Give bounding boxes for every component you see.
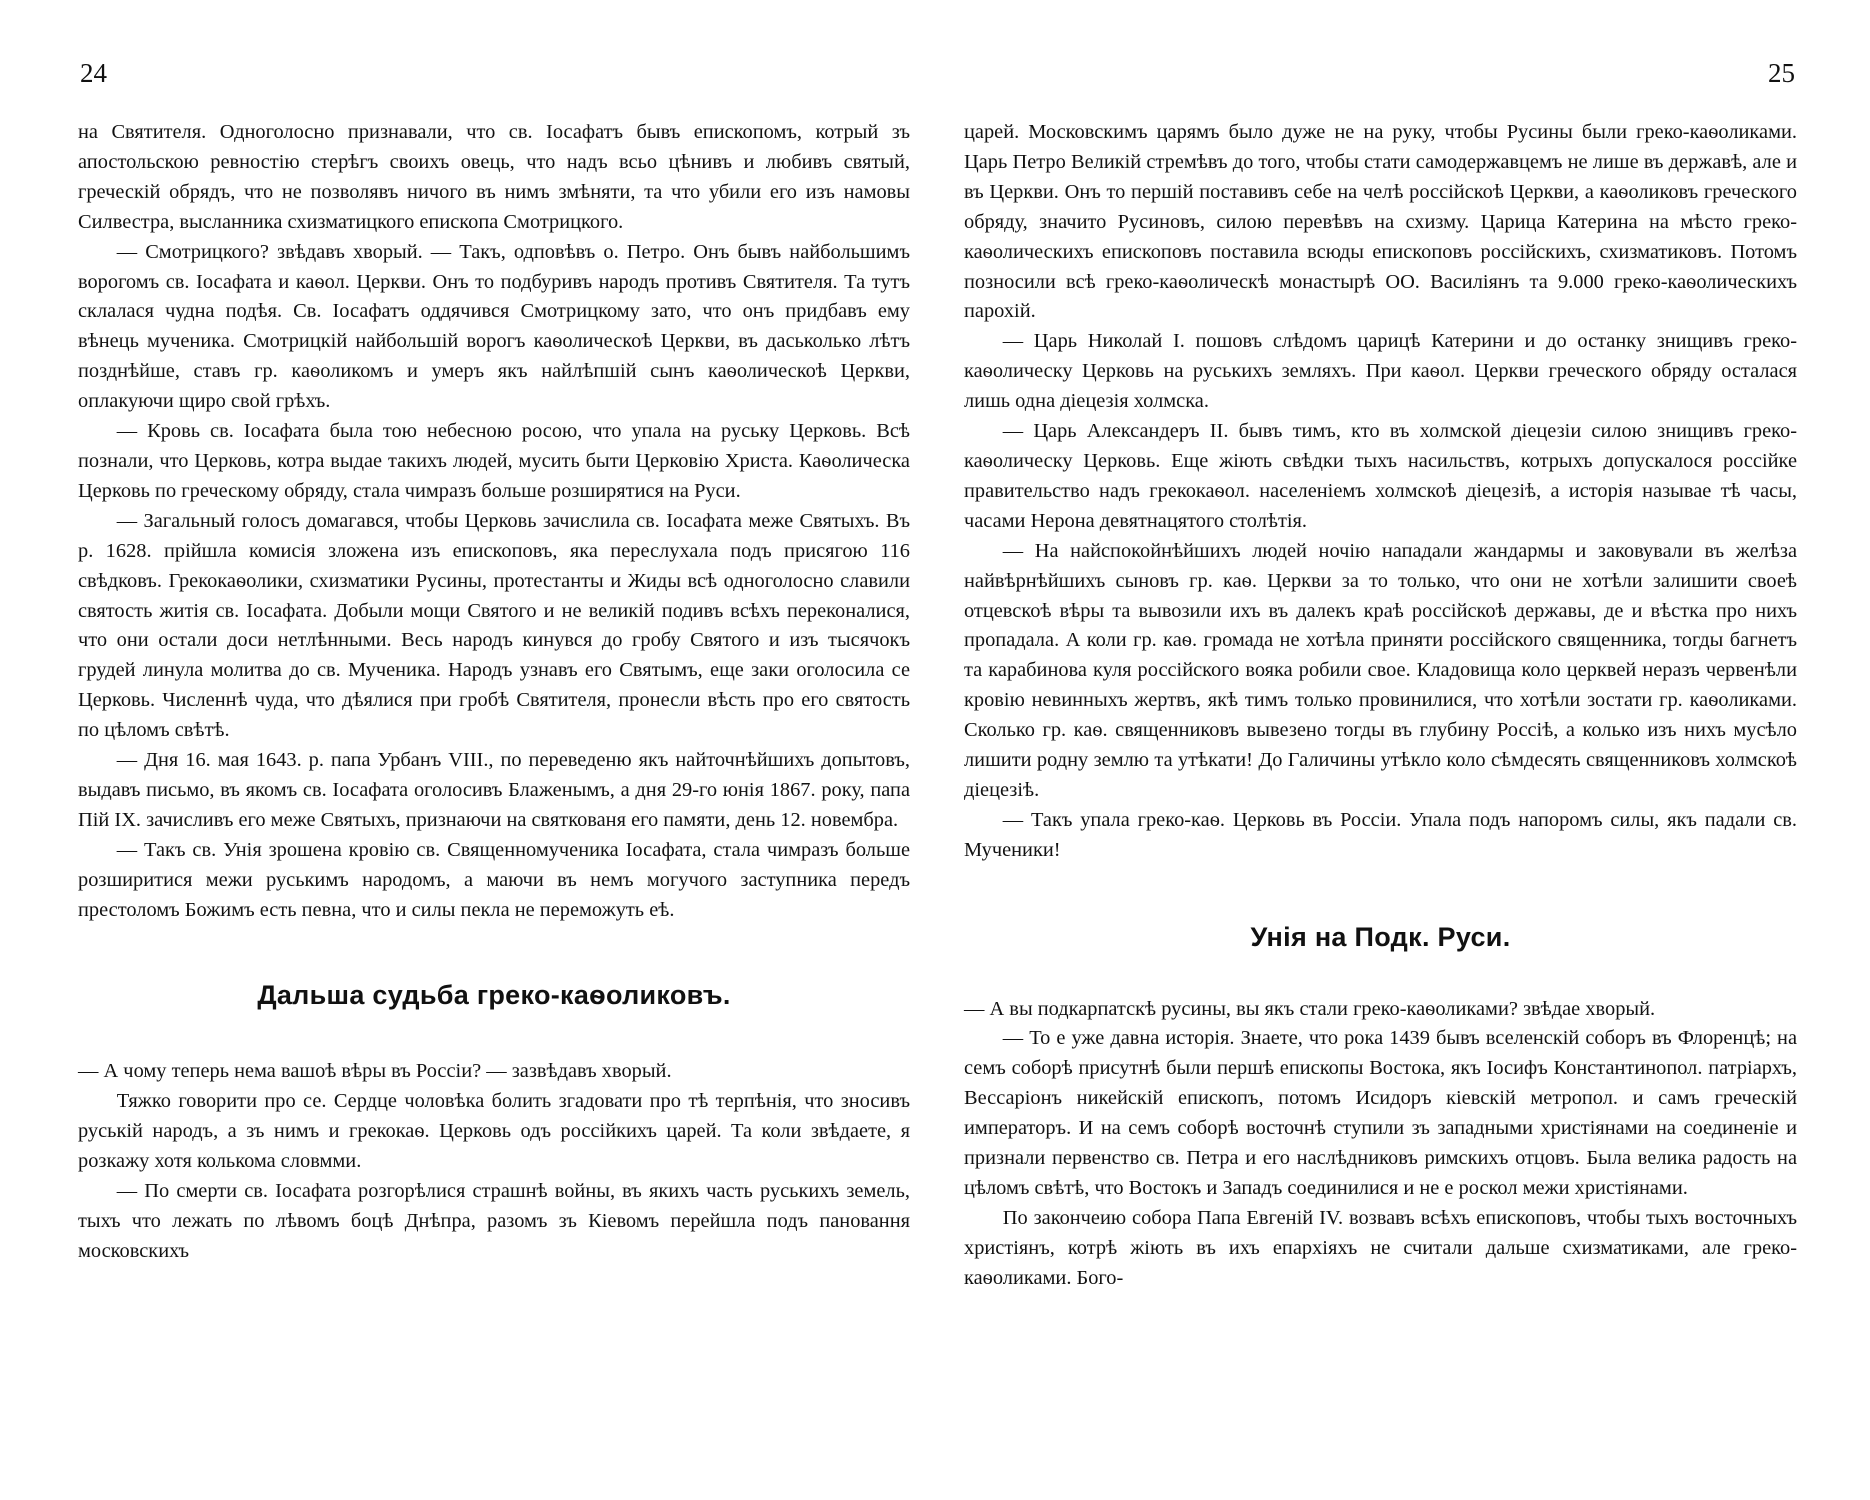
paragraph: — Дня 16. мая 1643. р. папа Урбанъ VIII., по переведеню якъ найточнѣйшихъ допытовъ, выдавъ письмо, въ якомъ св. Іосафата оголосивъ Блаженымъ, а дня 29-го юнія 1867. року, папа Пій IX. зачисливъ его меже Святыхъ, признаючи на святкованя его памяти, день 12. новембра. (78, 749, 910, 831)
paragraph: — Царь Александеръ II. бывъ тимъ, кто въ холмской діецезіи силою знищивъ греко-каѳолическу Церковь. Еще жіють свѣдки тыхъ насильствъ, котрыхъ допускалося россійке правительство надъ грекокаѳол. населеніемъ холмскоѣ діецезіѣ, а исторія называе тѣ часы, часами Нерона девятнацятого столѣтія. (964, 420, 1797, 532)
paragraph: Тяжко говорити про се. Сердце чоловѣка болить згадовати про тѣ терпѣнія, что зносивъ руській народъ, а зъ нимъ и грекокаѳ. Церковь одъ россійкихъ царей. Та коли звѣдаете, я розкажу хотя колькома словмми. (78, 1090, 910, 1173)
paragraph: — То е уже давна исторія. Знаете, что рока 1439 бывъ вселенскій соборъ въ Флоренцѣ; на семъ соборѣ присутнѣ были першѣ епископы Востока, якъ Іосифъ Константинопол. патріархъ, Вессаріонъ никейскій епископъ, потомъ Исидоръ кіевскій метропол. и самъ греческій императоръ. И на семъ соборѣ восточнѣ ступили зъ западными христіянами на соединеніе и признали первенство св. Петра и его наслѣдниковъ римскихъ отцовъ. Была велика радость на цѣломъ свѣтѣ, что Востокъ и Западъ соединилися и не е роскол межи христіянами. (964, 1027, 1797, 1199)
paragraph: на Святителя. Одноголосно признавали, что св. Іосафатъ бывъ епископомъ, котрый зъ апостольскою ревностію стерѣгъ своихъ овець, что надъ всьо цѣнивъ и любивъ святый, греческій обрядъ, что не позволявъ ничого въ нимъ змѣняти, та что убили его изъ намовы Силвестра, высланника схизматицкого епископа Смотрицкого. (78, 121, 910, 233)
paragraph: — На найспокойнѣйшихъ людей ночію нападали жандармы и заковували въ желѣза найвѣрнѣйшихъ сыновъ гр. каѳ. Церкви за то только, что они не хотѣли залишити своеѣ отцевскоѣ вѣры та вывозили ихъ въ далекъ краѣ россійскоѣ державы, де и вѣстка про нихъ пропадала. А коли гр. каѳ. громада не хотѣла приняти россійского священника, тогды багнетъ та карабинова куля россійского вояка робили свое. Кладовища коло церквей неразъ червенѣли кровію невинныхъ жертвъ, якѣ тимъ только провинилися, что хотѣли зостати гр. каѳоликами. Сколько гр. каѳ. священниковъ вывезено тогды въ глубину Россіѣ, а колько изъ нихъ мусѣло лишити родну землю та утѣкати! До Галичины утѣкло коло сѣмдесять священниковъ холмскоѣ діецезіѣ. (964, 539, 1797, 801)
page-number-left: 24 (80, 58, 107, 88)
left-page-column (78, 118, 910, 1267)
left-text-bottom (78, 1057, 910, 1266)
right-text-top (964, 118, 1797, 866)
paragraph: — Загальный голосъ домагався, чтобы Церковь зачислила св. Іосафата меже Святыхъ. Въ р. 1628. прійшла комисія зложена изъ епископовъ, яка переслухала подъ присягою 116 свѣдковъ. Грекокаѳолики, схизматики Русины, протестанты и Жиды всѣ одноголосно славили святость житія св. Іосафата. Добыли мощи Святого и не великій подивъ всѣхъ переконалися, что они остали доси нетлѣнными. Весь народъ кинувся до гробу Святого и изъ тысячокъ грудей линула молитва до св. Мученика. Народъ узнавъ его Святымъ, еще заки оголосила се Церковь. Численнѣ чуда, что дѣялися при гробѣ Святителя, пронесли вѣсть про его святость по цѣломъ свѣтѣ. (78, 509, 910, 742)
paragraph: — Смотрицкого? звѣдавъ хворый. — Такъ, одповѣвъ о. Петро. Онъ бывъ найбольшимъ ворогомъ св. Іосафата и каѳол. Церкви. Онъ то подбуривъ народъ противъ Святителя. Та тутъ склалася чудна подѣя. Св. Іосафатъ оддячився Смотрицкому зато, что онъ придбавъ ему вѣнець мученика. Смотрицкій найбольшій ворогъ каѳолическоѣ Церкви, въ даськолько лѣтъ позднѣйше, ставъ гр. каѳоликомъ и умеръ якъ найлѣпшій сынъ каѳолическоѣ Церкви, оплакуючи щиро свой грѣхъ. (78, 240, 910, 413)
paragraph: — Такъ св. Унія зрошена кровію св. Священномученика Іосафата, стала чимразъ больше розширитися межи руськимъ народомъ, а маючи въ немъ могучого заступника передъ престоломъ Божимъ есть певна, что и силы пекла не переможуть еѣ. (78, 838, 910, 921)
paragraph: — Кровь св. Іосафата была тою небесною росою, что упала на руську Церковь. Всѣ познали, что Церковь, котра выдае такихъ людей, мусить быти Церковію Христа. Каѳолическа Церковь по греческому обряду, стала чимразъ больше розширятися на Руси. (78, 420, 910, 502)
section-heading-union-subcarpathian-rus: Унія на Подк. Руси. (1250, 921, 1511, 952)
right-page-column (964, 118, 1797, 1294)
paragraph: — По смерти св. Іосафата розгорѣлися страшнѣ войны, въ якихъ часть руськихъ земель, тыхъ что лежать по лѣвомъ боцѣ Днѣпра, разомъ зъ Кіевомъ перейшла подъ пановання московскихъ (78, 1180, 910, 1262)
paragraph: — А вы подкарпатскѣ русины, вы якъ стали греко-каѳоликами? звѣдае хворый. (964, 997, 1656, 1020)
paragraph: — Такъ упала греко-каѳ. Церковь въ Россіи. Упала подъ напоромъ силы, якъ падали св. Мученики! (964, 808, 1797, 861)
paragraph: — А чому теперь нема вашоѣ вѣры въ Россіи? — зазвѣдавъ хворый. (78, 1060, 672, 1083)
right-text-bottom (964, 995, 1797, 1294)
paragraph: царей. Московскимъ царямъ было дуже не на руку, чтобы Русины были греко-каѳоликами. Царь Петро Великій стремѣвъ до того, чтобы стати самодержавцемъ не лише въ державѣ, але и въ Церкви. Онъ то першій поставивъ себе на челѣ россійскоѣ Церкви, а каѳоликовъ греческого обряду, значито Русиновъ, силою перевѣвъ на схизму. Царица Катерина на мѣсто греко-каѳолическихъ епископовъ поставила всюды епископовъ россійскихъ, схизматиковъ. Потомъ позносили всѣ греко-каѳолическѣ монастырѣ ОО. Василіянъ та 9.000 греко-каѳолическихъ парохій. (964, 121, 1797, 323)
paragraph: — Царь Николай I. пошовъ слѣдомъ царицѣ Катерини и до останку знищивъ греко-каѳолическу Церковь на руськихъ земляхъ. При каѳол. Церкви греческого обряду осталася лишь одна діецезія холмска. (964, 330, 1797, 413)
page-number-right: 25 (1768, 58, 1795, 88)
left-text-top (78, 118, 910, 925)
section-heading-fate-of-greek-catholics: Дальша судьба греко-каѳоликовъ. (257, 980, 731, 1011)
paragraph: По закончеию собора Папа Евгеній IV. возвавъ всѣхъ епископовъ, чтобы тыхъ восточныхъ христіянъ, котрѣ жіють въ ихъ епархіяхъ не считали дальше схизматиками, але греко-каѳоликами. Бого- (964, 1206, 1797, 1289)
